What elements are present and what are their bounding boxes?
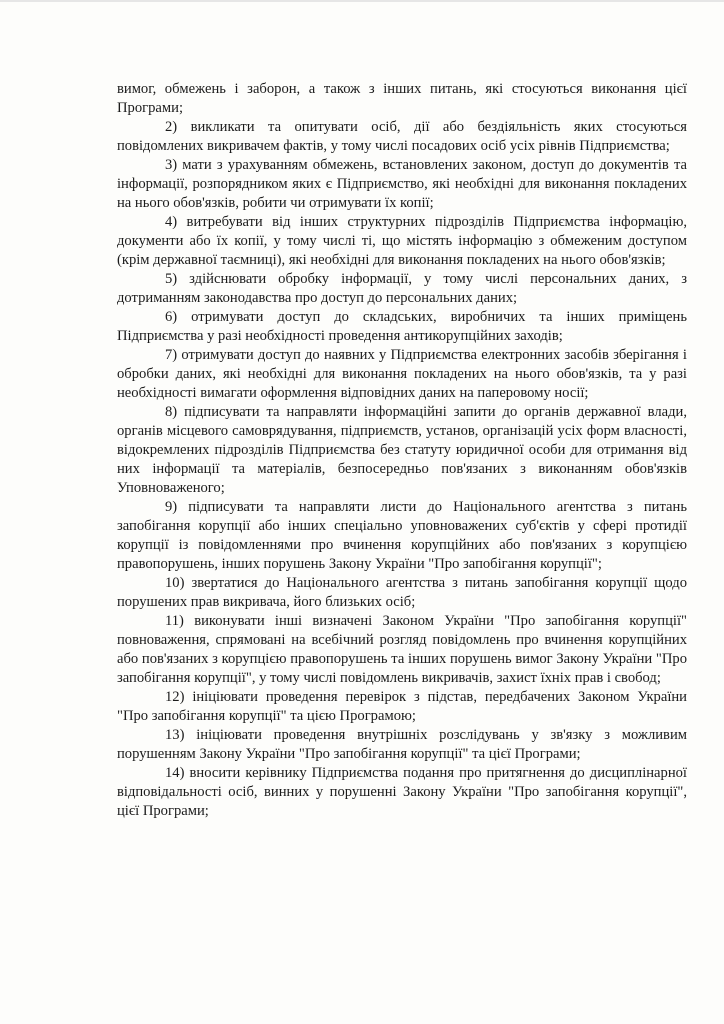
- paragraph-item-4: 4) витребувати від інших структурних підрозділів Підприємства інформацію, документи або їх копії, у тому числі ті, що містять інформацію з обмеженим доступом (крім державної таємниці), які необхідні для виконання покладених на нього обов'язків;: [117, 214, 687, 268]
- paragraph-item-2: 2) викликати та опитувати осіб, дії або бездіяльність яких стосуються повідомлених викривачем фактів, у тому числі посадових осіб усіх рівнів Підприємства;: [117, 119, 687, 154]
- paragraph-item-5: 5) здійснювати обробку інформації, у тому числі персональних даних, з дотриманням законодавства про доступ до персональних даних;: [117, 271, 687, 306]
- document-body: [117, 80, 687, 821]
- paragraph-item-14: 14) вносити керівнику Підприємства подання про притягнення до дисциплінарної відповідальності осіб, винних у порушенні Закону України "Про запобігання корупції", цієї Програми;: [117, 765, 687, 819]
- paragraph-item-10: 10) звертатися до Національного агентства з питань запобігання корупції щодо порушених прав викривача, його близьких осіб;: [117, 575, 687, 610]
- paragraph-item-12: 12) ініціювати проведення перевірок з підстав, передбачених Законом України "Про запобігання корупції" та цією Програмою;: [117, 689, 687, 724]
- paragraph-item-6: 6) отримувати доступ до складських, виробничих та інших приміщень Підприємства у разі необхідності проведення антикорупційних заходів;: [117, 309, 687, 344]
- paragraph-item-11: 11) виконувати інші визначені Законом України "Про запобігання корупції" повноваження, спрямовані на всебічний розгляд повідомлень про вчинення корупційних або пов'язаних з корупцією правопорушень та інших порушень вимог Закону України "Про запобігання корупції", у тому числі повідомлень викривачів, захист їхніх прав і свобод;: [117, 613, 687, 686]
- paragraph-item-7: 7) отримувати доступ до наявних у Підприємства електронних засобів зберігання і обробки даних, які необхідні для виконання покладених на нього обов'язків, та у разі необхідності вимагати оформлення відповідних даних на паперовому носії;: [117, 347, 687, 401]
- paragraph-item-9: 9) підписувати та направляти листи до Національного агентства з питань запобігання корупції або інших спеціально уповноважених суб'єктів у сфері протидії корупції із повідомленнями про вчинення корупційних або пов'язаних з корупцією правопорушень, інших порушень Закону України "Про запобігання корупції";: [117, 499, 687, 572]
- paragraph-item-8: 8) підписувати та направляти інформаційні запити до органів державної влади, органів місцевого самоврядування, підприємств, установ, організацій усіх форм власності, відокремлених підрозділів Підприємства без статуту юридичної особи для отримання від них інформації та матеріалів, безпосередньо пов'язаних з виконанням обов'язків Уповноваженого;: [117, 404, 687, 496]
- scan-edge: [0, 0, 724, 2]
- paragraph-continuation: вимог, обмежень і заборон, а також з інших питань, які стосуються виконання цієї Програми;: [117, 81, 687, 116]
- paragraph-item-13: 13) ініціювати проведення внутрішніх розслідувань у зв'язку з можливим порушенням Закону України "Про запобігання корупції" та цієї Програми;: [117, 727, 687, 762]
- paragraph-item-3: 3) мати з урахуванням обмежень, встановлених законом, доступ до документів та інформації, розпорядником яких є Підприємство, які необхідні для виконання покладених на нього обов'язків, робити чи отримувати їх копії;: [117, 157, 687, 211]
